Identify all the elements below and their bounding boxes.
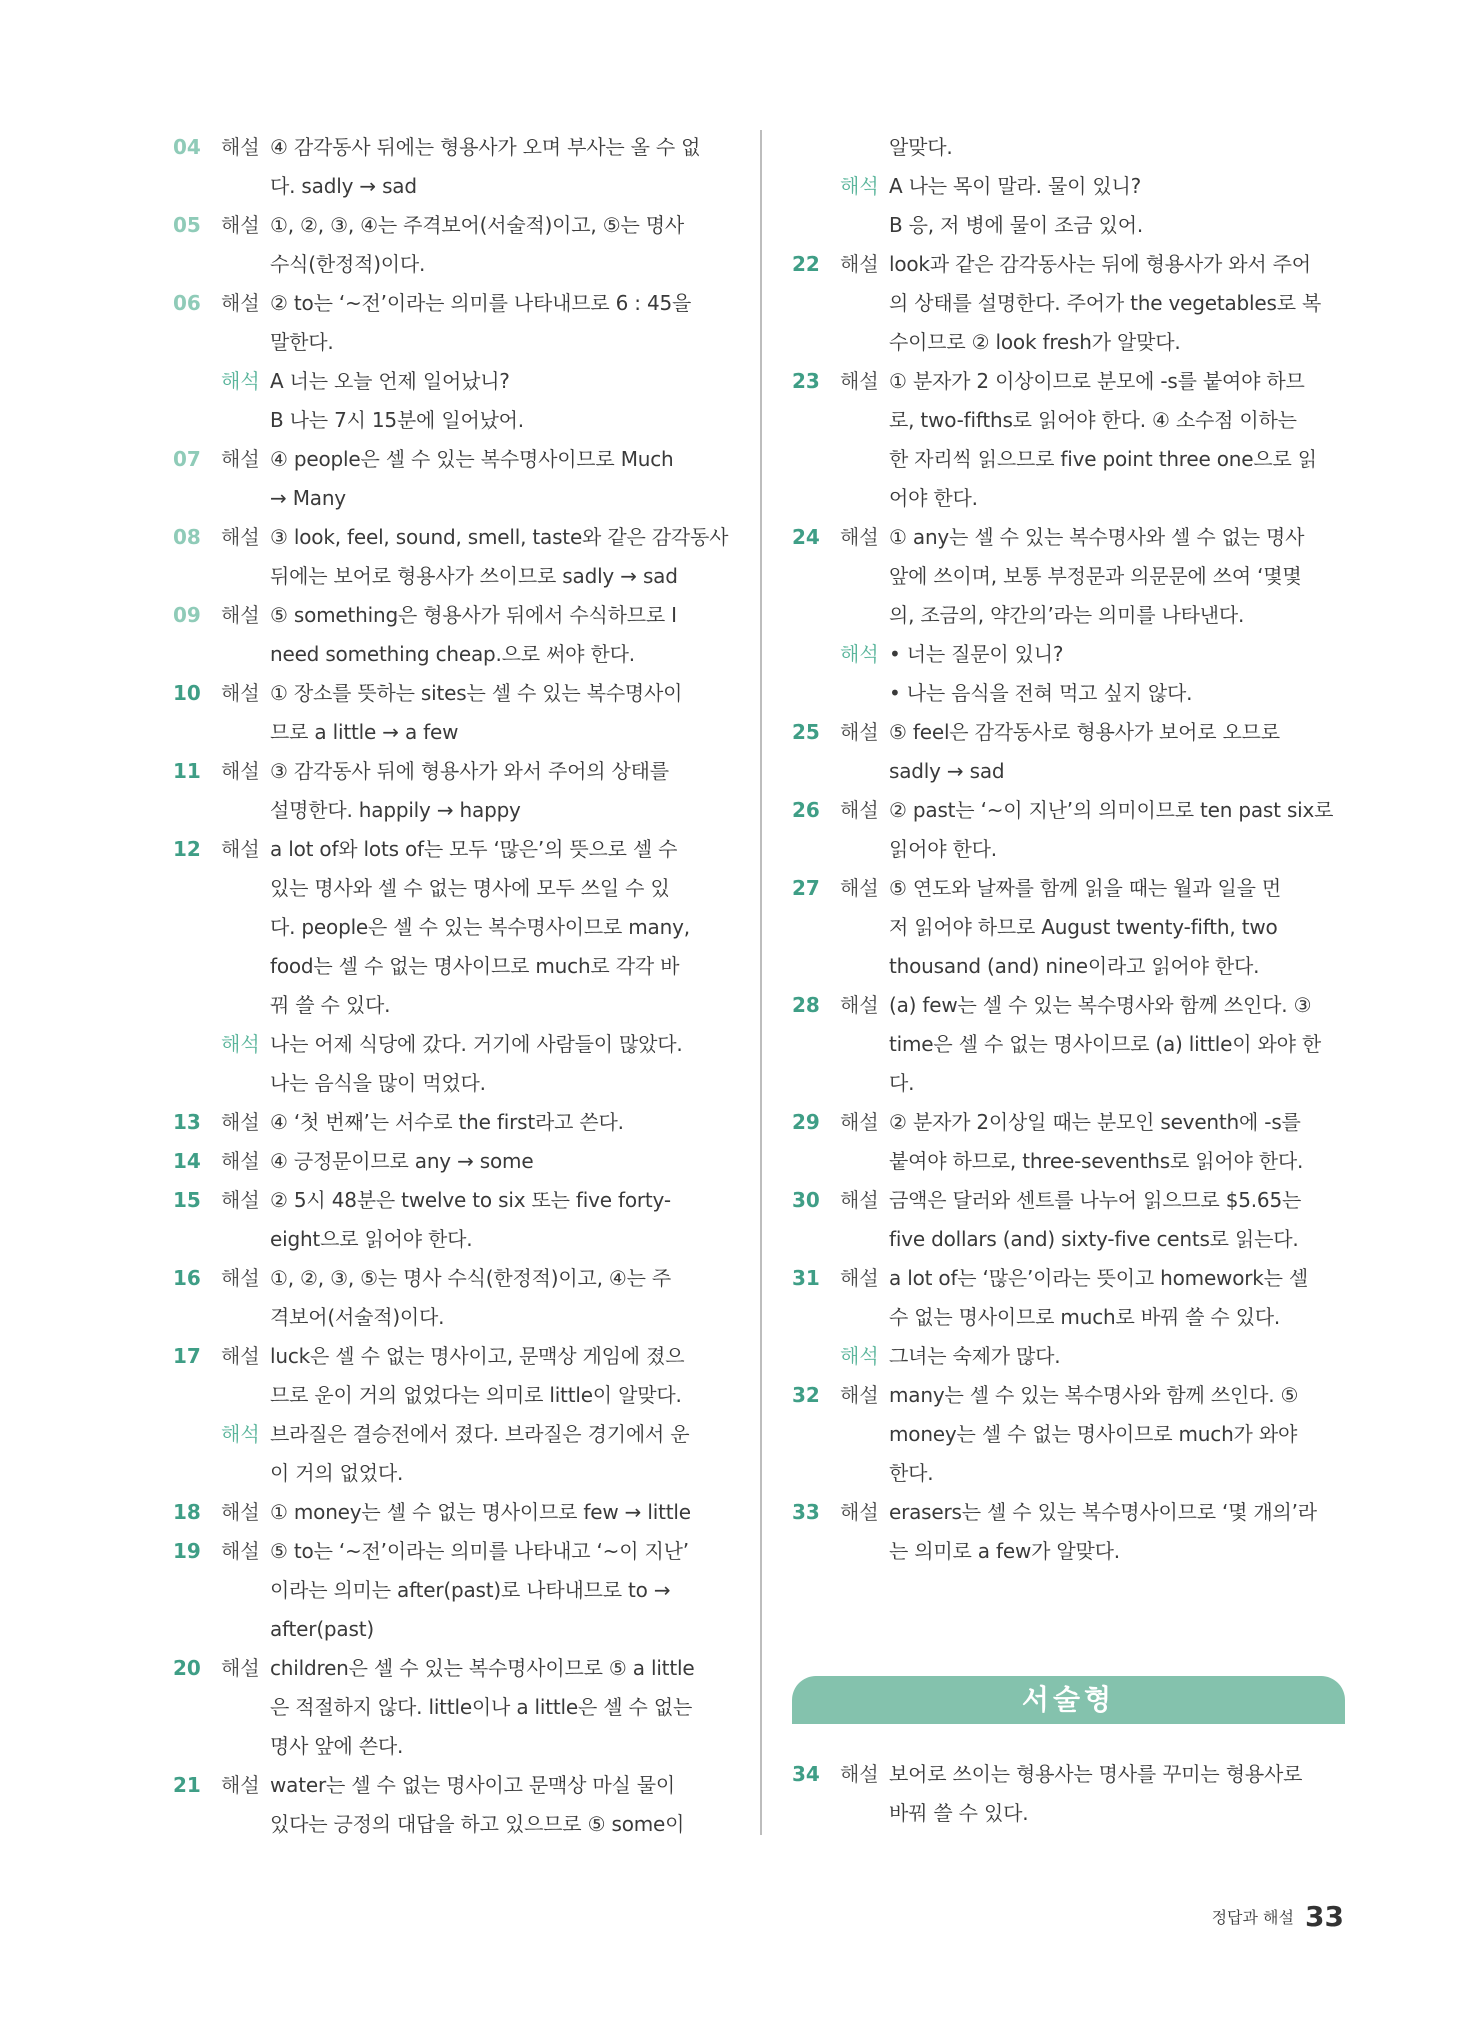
explanation-block (173, 752, 733, 830)
explanation-block (173, 674, 733, 752)
explanation-label: 해설 (840, 798, 879, 822)
answer-entry-34 (792, 1755, 1352, 1833)
explanation-label: 해설 (221, 681, 260, 705)
page-number: 33 (1305, 1900, 1344, 1933)
question-number: 05 (173, 213, 201, 237)
translation-line: 브라질은 결승전에서 졌다. 브라질은 경기에서 운 (270, 1422, 690, 1446)
explanation-line: ④ 긍정문이므로 any → some (270, 1149, 534, 1173)
translation-label: 해석 (221, 1422, 260, 1446)
explanation-line: → Many (270, 486, 346, 510)
question-number: 21 (173, 1773, 201, 1797)
answer-entry (173, 1532, 733, 1649)
explanation-line: 다. people은 셀 수 있는 복수명사이므로 many, (270, 915, 690, 939)
explanation-line: 있는 명사와 셀 수 없는 명사에 모두 쓰일 수 있 (270, 876, 670, 900)
explanation-label: 해설 (840, 1110, 879, 1134)
explanation-line: 앞에 쓰이며, 보통 부정문과 의문문에 쓰여 ‘몇몇 (889, 564, 1302, 588)
question-number: 10 (173, 681, 201, 705)
translation-line: 나는 음식을 많이 먹었다. (270, 1071, 486, 1095)
answer-entry (173, 1181, 733, 1259)
question-number: 20 (173, 1656, 201, 1680)
question-number: 28 (792, 993, 820, 1017)
answer-entry (792, 1259, 1352, 1376)
explanation-block (173, 1766, 733, 1844)
explanation-block (173, 830, 733, 1025)
explanation-label: 해설 (840, 720, 879, 744)
explanation-line: eight으로 읽어야 한다. (270, 1227, 473, 1251)
explanation-label: 해설 (840, 1500, 879, 1524)
explanation-label: 해설 (840, 525, 879, 549)
explanation-block (792, 1259, 1352, 1337)
explanation-block (792, 1493, 1352, 1571)
explanation-block (173, 1142, 733, 1181)
question-number: 18 (173, 1500, 201, 1524)
explanation-block (792, 1376, 1352, 1493)
explanation-label: 해설 (221, 1110, 260, 1134)
translation-line: B 응, 저 병에 물이 조금 있어. (889, 213, 1143, 237)
explanation-line: 알맞다. (889, 135, 953, 159)
explanation-line: ⑤ something은 형용사가 뒤에서 수식하므로 I (270, 603, 677, 627)
explanation-block (173, 284, 733, 362)
explanation-block (792, 713, 1352, 791)
explanation-line: sadly → sad (889, 759, 1005, 783)
translation-label: 해석 (840, 174, 879, 198)
explanation-line: look과 같은 감각동사는 뒤에 형용사가 와서 주어 (889, 252, 1311, 276)
translation-line: 이 거의 없었다. (270, 1461, 404, 1485)
explanation-line: 수식(한정적)이다. (270, 252, 426, 276)
question-number: 08 (173, 525, 201, 549)
explanation-block (173, 1532, 733, 1649)
explanation-line: time은 셀 수 없는 명사이므로 (a) little이 와야 한 (889, 1032, 1322, 1056)
translation-block (792, 635, 1352, 713)
explanation-label: 해설 (221, 447, 260, 471)
explanation-label: 해설 (221, 1656, 260, 1680)
explanation-block (173, 1181, 733, 1259)
explanation-line: money는 셀 수 없는 명사이므로 much가 와야 (889, 1422, 1298, 1446)
answer-entry (173, 1103, 733, 1142)
explanation-line: 이라는 의미는 after(past)로 나타내므로 to → (270, 1578, 671, 1602)
explanation-line: 꿔 쓸 수 있다. (270, 993, 391, 1017)
explanation-label: 해설 (840, 1266, 879, 1290)
explanation-line: thousand (and) nine이라고 읽어야 한다. (889, 954, 1260, 978)
explanation-label: 해설 (221, 291, 260, 315)
answer-entry (173, 752, 733, 830)
explanation-label: 해설 (221, 135, 260, 159)
right-column (792, 128, 1352, 1571)
question-number: 14 (173, 1149, 201, 1173)
column-divider (760, 130, 762, 1835)
translation-line: B 나는 7시 15분에 일어났어. (270, 408, 524, 432)
explanation-label: 해설 (221, 759, 260, 783)
explanation-line: need something cheap.으로 써야 한다. (270, 642, 635, 666)
explanation-line: 므로 a little → a few (270, 720, 459, 744)
translation-line: A 나는 목이 말라. 물이 있니? (889, 174, 1142, 198)
question-number: 06 (173, 291, 201, 315)
question-number: 11 (173, 759, 201, 783)
question-number: 30 (792, 1188, 820, 1212)
translation-label: 해석 (840, 642, 879, 666)
explanation-line: 명사 앞에 쓴다. (270, 1734, 404, 1758)
explanation-block (792, 986, 1352, 1103)
answer-entry (173, 1142, 733, 1181)
explanation-line: 바꿔 쓸 수 있다. (889, 1801, 1029, 1825)
explanation-line: ①, ②, ③, ⑤는 명사 수식(한정적)이고, ④는 주 (270, 1266, 672, 1290)
explanation-line: after(past) (270, 1617, 374, 1641)
question-number: 16 (173, 1266, 201, 1290)
explanation-line: 금액은 달러와 센트를 나누어 읽으므로 $5.65는 (889, 1188, 1302, 1212)
answer-entry (173, 206, 733, 284)
answer-entry (792, 362, 1352, 518)
explanation-block (792, 245, 1352, 362)
explanation-block (792, 518, 1352, 635)
explanation-line: 읽어야 한다. (889, 837, 997, 861)
explanation-line: 붙여야 하므로, three-sevenths로 읽어야 한다. (889, 1149, 1304, 1173)
explanation-line: 보어로 쓰이는 형용사는 명사를 꾸미는 형용사로 (889, 1762, 1303, 1786)
answer-entry (792, 986, 1352, 1103)
answer-entry (173, 1259, 733, 1337)
question-number: 31 (792, 1266, 820, 1290)
explanation-line: luck은 셀 수 없는 명사이고, 문맥상 게임에 졌으 (270, 1344, 685, 1368)
explanation-label: 해설 (840, 1762, 879, 1786)
explanation-block (792, 128, 1352, 167)
question-number: 34 (792, 1762, 820, 1786)
explanation-block (173, 1493, 733, 1532)
answer-entry (173, 674, 733, 752)
question-number: 13 (173, 1110, 201, 1134)
explanation-block (173, 206, 733, 284)
translation-label: 해석 (221, 369, 260, 393)
explanation-label: 해설 (221, 1344, 260, 1368)
question-number: 27 (792, 876, 820, 900)
section-title: 서술형 (1021, 1683, 1116, 1716)
explanation-line: ② 5시 48분은 twelve to six 또는 five forty- (270, 1188, 671, 1212)
explanation-line: 다. sadly → sad (270, 174, 417, 198)
explanation-label: 해설 (840, 993, 879, 1017)
explanation-line: a lot of는 ‘많은’이라는 뜻이고 homework는 셀 (889, 1266, 1309, 1290)
explanation-block (792, 362, 1352, 518)
page-footer (1212, 1900, 1344, 1940)
explanation-line: 한다. (889, 1461, 934, 1485)
answer-entry (173, 1493, 733, 1532)
translation-label: 해석 (221, 1032, 260, 1056)
translation-block (173, 362, 733, 440)
question-number: 33 (792, 1500, 820, 1524)
answer-entry (173, 1766, 733, 1844)
explanation-line: ⑤ to는 ‘~전’이라는 의미를 나타내고 ‘~이 지난’ (270, 1539, 689, 1563)
question-number: 09 (173, 603, 201, 627)
explanation-label: 해설 (221, 213, 260, 237)
explanation-block (173, 596, 733, 674)
explanation-line: children은 셀 수 있는 복수명사이므로 ⑤ a little (270, 1656, 695, 1680)
explanation-line: ④ ‘첫 번째’는 서수로 the first라고 쓴다. (270, 1110, 624, 1134)
explanation-block (173, 1337, 733, 1415)
explanation-label: 해설 (840, 1383, 879, 1407)
explanation-line: ③ look, feel, sound, smell, taste와 같은 감각동사 (270, 525, 729, 549)
translation-line: 나는 어제 식당에 갔다. 거기에 사람들이 많았다. (270, 1032, 683, 1056)
footer-label: 정답과 해설 (1211, 1908, 1294, 1927)
explanation-line: ④ people은 셀 수 있는 복수명사이므로 Much (270, 447, 674, 471)
explanation-block (173, 1103, 733, 1142)
question-number: 25 (792, 720, 820, 744)
explanation-line: 격보어(서술적)이다. (270, 1305, 445, 1329)
answer-entry (792, 1103, 1352, 1181)
translation-block (173, 1415, 733, 1493)
translation-block (173, 1025, 733, 1103)
explanation-line: 설명한다. happily → happy (270, 798, 521, 822)
explanation-line: ① 장소를 뜻하는 sites는 셀 수 있는 복수명사이 (270, 681, 683, 705)
explanation-line: 다. (889, 1071, 915, 1095)
answer-entry (792, 1181, 1352, 1259)
explanation-label: 해설 (221, 1149, 260, 1173)
explanation-block (173, 1259, 733, 1337)
question-number: 15 (173, 1188, 201, 1212)
explanation-line: 한 자리씩 읽으므로 five point three one으로 읽 (889, 447, 1317, 471)
answer-entry (792, 869, 1352, 986)
explanation-line: 의, 조금의, 약간의’라는 의미를 나타낸다. (889, 603, 1245, 627)
explanation-label: 해설 (221, 837, 260, 861)
explanation-line: ① money는 셀 수 없는 명사이므로 few → little (270, 1500, 691, 1524)
explanation-block (173, 440, 733, 518)
answer-entry (173, 596, 733, 674)
explanation-label: 해설 (840, 252, 879, 276)
explanation-line: 어야 한다. (889, 486, 978, 510)
translation-line: 그녀는 숙제가 많다. (889, 1344, 1061, 1368)
explanation-line: ⑤ feel은 감각동사로 형용사가 보어로 오므로 (889, 720, 1280, 744)
translation-line: A 너는 오늘 언제 일어났니? (270, 369, 510, 393)
explanation-line: ② 분자가 2이상일 때는 분모인 seventh에 -s를 (889, 1110, 1301, 1134)
explanation-line: many는 셀 수 있는 복수명사와 함께 쓰인다. ⑤ (889, 1383, 1299, 1407)
answer-entry (173, 1649, 733, 1766)
left-column (173, 128, 733, 1844)
explanation-line: ② past는 ‘~이 지난’의 의미이므로 ten past six로 (889, 798, 1334, 822)
explanation-line: ⑤ 연도와 날짜를 함께 읽을 때는 월과 일을 먼 (889, 876, 1282, 900)
explanation-label: 해설 (221, 1773, 260, 1797)
explanation-line: ① 분자가 2 이상이므로 분모에 -s를 붙여야 하므 (889, 369, 1305, 393)
answer-entry (792, 128, 1352, 245)
question-number: 32 (792, 1383, 820, 1407)
answer-entry (173, 830, 733, 1103)
answer-entry (173, 518, 733, 596)
explanation-label: 해설 (221, 1539, 260, 1563)
explanation-block (792, 1103, 1352, 1181)
question-number: 07 (173, 447, 201, 471)
explanation-label: 해설 (840, 876, 879, 900)
explanation-line: 수 없는 명사이므로 much로 바꿔 쓸 수 있다. (889, 1305, 1281, 1329)
explanation-block (173, 518, 733, 596)
explanation-line: ③ 감각동사 뒤에 형용사가 와서 주어의 상태를 (270, 759, 669, 783)
answer-entry (173, 1337, 733, 1493)
explanation-line: 저 읽어야 하므로 August twenty-fifth, two (889, 915, 1278, 939)
question-number: 17 (173, 1344, 201, 1368)
explanation-label: 해설 (221, 1266, 260, 1290)
explanation-line: a lot of와 lots of는 모두 ‘많은’의 뜻으로 셀 수 (270, 837, 678, 861)
question-number: 04 (173, 135, 201, 159)
explanation-line: 뒤에는 보어로 형용사가 쓰이므로 sadly → sad (270, 564, 678, 588)
explanation-block (173, 128, 733, 206)
explanation-line: five dollars (and) sixty-five cents로 읽는다. (889, 1227, 1299, 1251)
explanation-label: 해설 (221, 1188, 260, 1212)
answer-entry (792, 1376, 1352, 1493)
section-banner (792, 1676, 1345, 1724)
question-number: 19 (173, 1539, 201, 1563)
explanation-label: 해설 (840, 369, 879, 393)
answer-entry (792, 791, 1352, 869)
explanation-block (792, 1181, 1352, 1259)
question-number: 23 (792, 369, 820, 393)
answer-entry (173, 440, 733, 518)
translation-line: • 나는 음식을 전혀 먹고 싶지 않다. (889, 681, 1193, 705)
translation-block (792, 167, 1352, 245)
explanation-block (792, 869, 1352, 986)
translation-label: 해석 (840, 1344, 879, 1368)
explanation-block (173, 1649, 733, 1766)
question-number: 22 (792, 252, 820, 276)
question-number: 12 (173, 837, 201, 861)
explanation-line: 의 상태를 설명한다. 주어가 the vegetables로 복 (889, 291, 1322, 315)
explanation-line: 는 의미로 a few가 알맞다. (889, 1539, 1120, 1563)
answer-entry (173, 284, 733, 440)
explanation-line: ① any는 셀 수 있는 복수명사와 셀 수 없는 명사 (889, 525, 1305, 549)
explanation-line: ④ 감각동사 뒤에는 형용사가 오며 부사는 올 수 없 (270, 135, 701, 159)
explanation-line: 있다는 긍정의 대답을 하고 있으므로 ⑤ some이 (270, 1812, 685, 1836)
explanation-line: 로, two-fifths로 읽어야 한다. ④ 소수점 이하는 (889, 408, 1297, 432)
answer-entry (173, 128, 733, 206)
explanation-label: 해설 (221, 1500, 260, 1524)
explanation-block (792, 791, 1352, 869)
explanation-line: water는 셀 수 없는 명사이고 문맥상 마실 물이 (270, 1773, 676, 1797)
question-number: 26 (792, 798, 820, 822)
explanation-line: erasers는 셀 수 있는 복수명사이므로 ‘몇 개의’라 (889, 1500, 1317, 1524)
translation-line: • 너는 질문이 있니? (889, 642, 1064, 666)
answer-entry (792, 713, 1352, 791)
explanation-line: 은 적절하지 않다. little이나 a little은 셀 수 없는 (270, 1695, 693, 1719)
answer-entry (792, 1493, 1352, 1571)
explanation-line: ② to는 ‘~전’이라는 의미를 나타내므로 6 : 45을 (270, 291, 692, 315)
question-number: 24 (792, 525, 820, 549)
translation-block (792, 1337, 1352, 1376)
answer-entry (792, 245, 1352, 362)
explanation-label: 해설 (221, 603, 260, 627)
explanation-line: (a) few는 셀 수 있는 복수명사와 함께 쓰인다. ③ (889, 993, 1312, 1017)
explanation-line: food는 셀 수 없는 명사이므로 much로 각각 바 (270, 954, 680, 978)
question-number: 29 (792, 1110, 820, 1134)
explanation-line: ①, ②, ③, ④는 주격보어(서술적)이고, ⑤는 명사 (270, 213, 684, 237)
explanation-label: 해설 (840, 1188, 879, 1212)
explanation-line: 므로 운이 거의 없었다는 의미로 little이 알맞다. (270, 1383, 682, 1407)
answer-entry (792, 518, 1352, 713)
explanation-label: 해설 (221, 525, 260, 549)
explanation-line: 말한다. (270, 330, 334, 354)
explanation-line: 수이므로 ② look fresh가 알맞다. (889, 330, 1181, 354)
